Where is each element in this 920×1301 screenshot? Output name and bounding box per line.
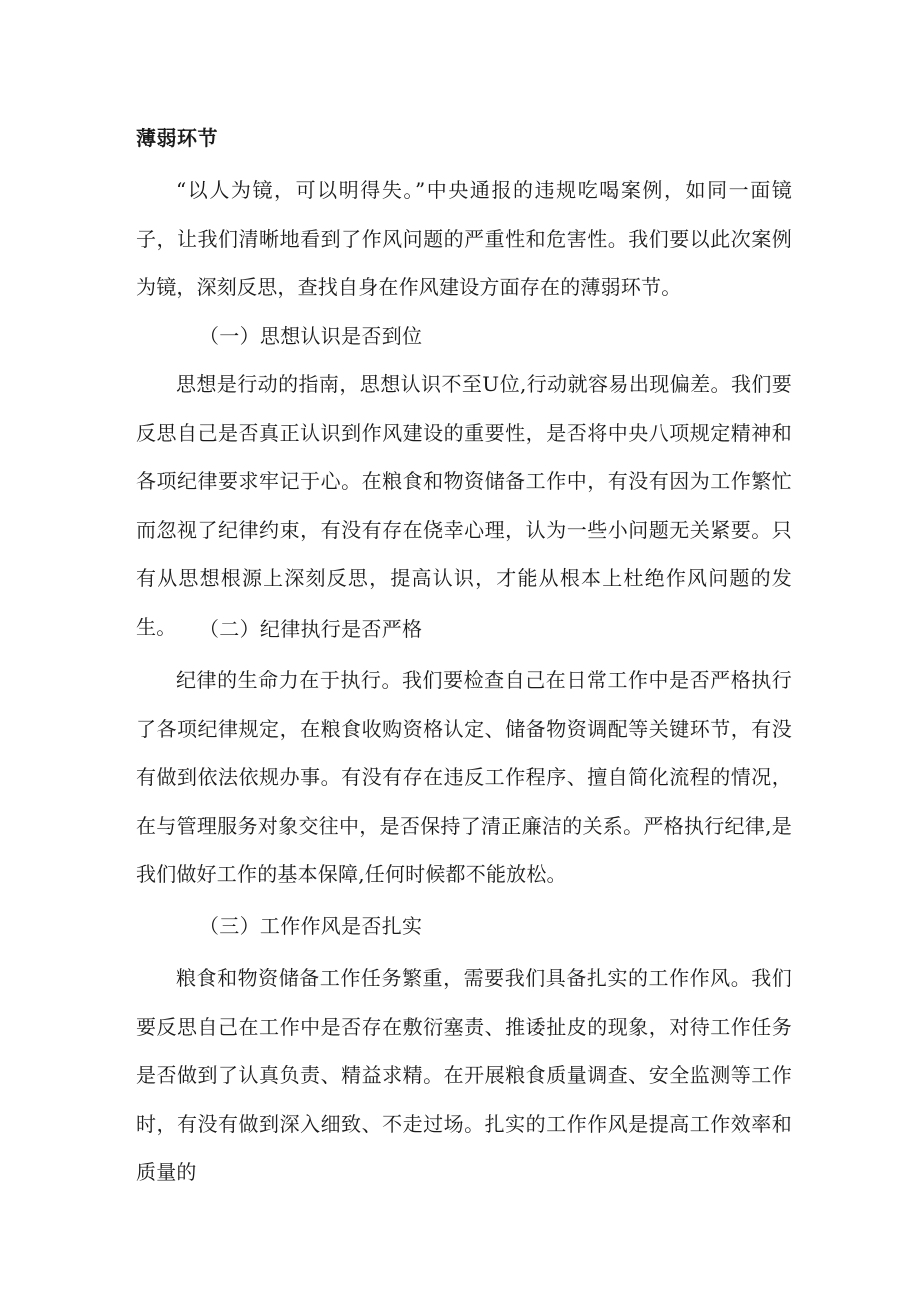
- paragraph-work-style: 粮食和物资储备工作任务繁重，需要我们具备扎实的工作作风。我们要反思自己在工作中是否存在敷衍塞责、推诿扯皮的现象，对待工作任务是否做到了认真负责、精益求精。在开展粮食质量调查、安全监测等工作时，有没有做到深入细致、不走过场。扎实的工作作风是提高工作效率和质量的: [136, 966, 792, 1184]
- subheading-work-style: （三）工作作风是否扎实: [199, 914, 423, 938]
- paragraph-discipline: 纪律的生命力在于执行。我们要检查自己在日常工作中是否严格执行了各项纪律规定，在粮食收购资格认定、储备物资调配等关键环节，有没有做到依法依规办事。有没有存在违反工作程序、擅自简化流程的情况，在与管理服务对象交往中，是否保持了清正廉洁的关系。严格执行纪律,是我们做好工作的基本保障,任何时候都不能放松。: [136, 668, 792, 886]
- paragraph-thinking: 思想是行动的指南，思想认识不至U位,行动就容易出现偏差。我们要反思自己是否真正认识到作风建设的重要性，是否将中央八项规定精神和各项纪律要求牢记于心。在粮食和物资储备工作中，有没有因为工作繁忙而忽视了纪律约束，有没有存在侥幸心理，认为一些小问题无关紧要。只有从思想根源上深刻反思，提高认识，才能从根本上杜绝作风问题的发生。: [136, 372, 792, 639]
- section-heading: 薄弱环节: [136, 126, 218, 150]
- subheading-discipline: （二）纪律执行是否严格: [199, 617, 423, 641]
- subheading-thinking: （一）思想认识是否到位: [199, 324, 423, 348]
- intro-paragraph: “以人为镜，可以明得失。”中央通报的违规吃喝案例，如同一面镜子，让我们清晰地看到了作风问题的严重性和危害性。我们要以此次案例为镜，深刻反思，查找自身在作风建设方面存在的薄弱环节。: [136, 178, 792, 299]
